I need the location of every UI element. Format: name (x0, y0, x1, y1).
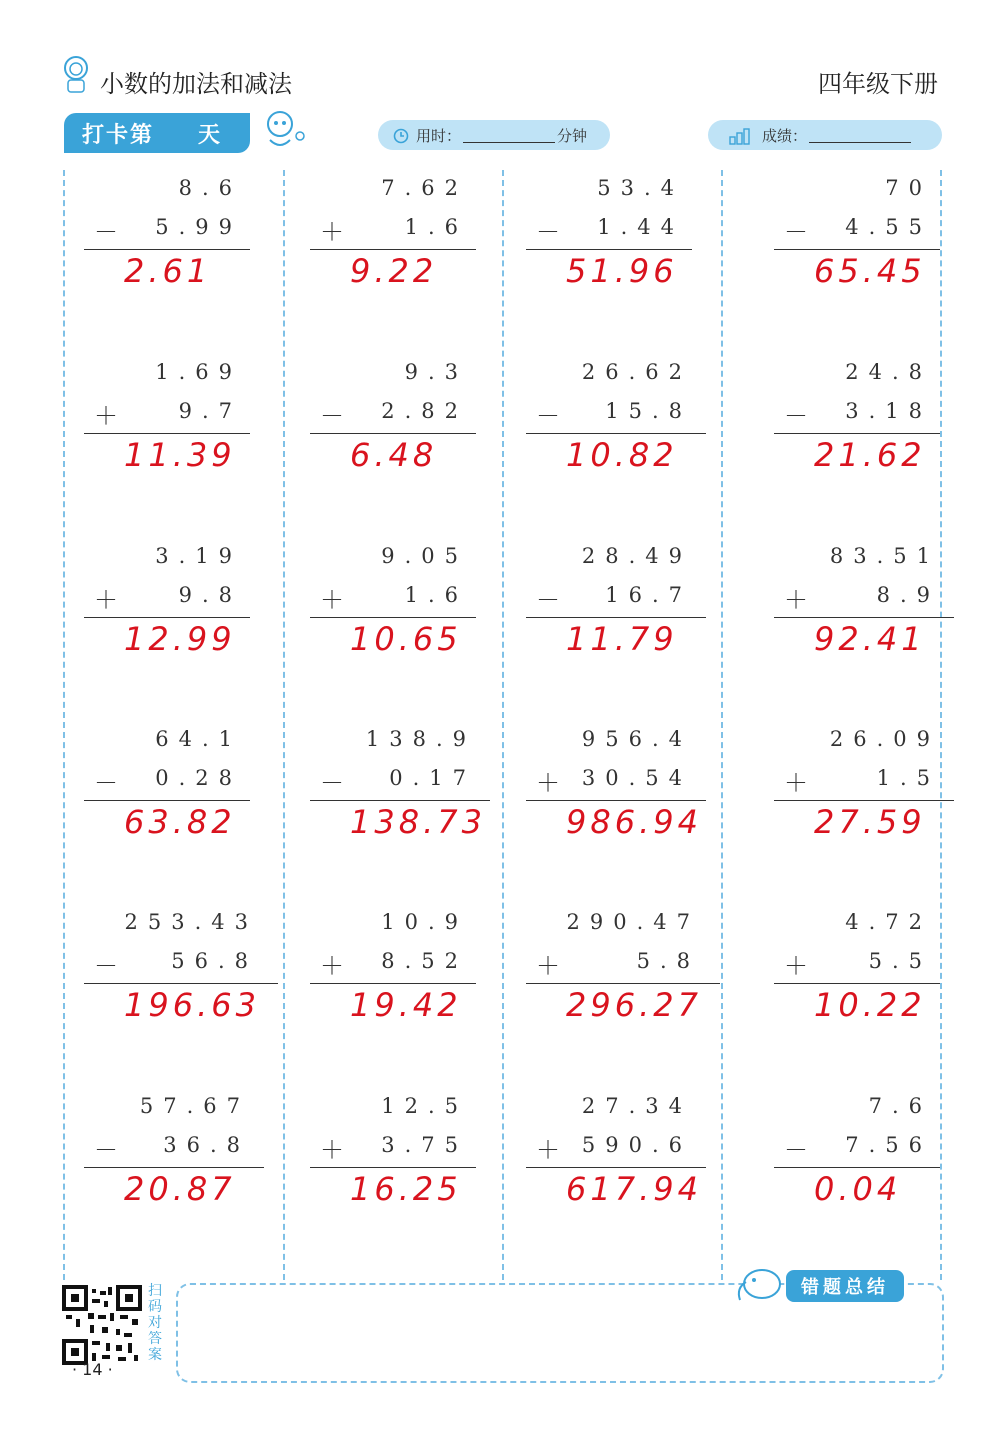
operator: － (94, 952, 118, 980)
operator: ＋ (536, 769, 560, 797)
problem-17 (80, 906, 300, 1090)
time-unit: 分钟 (557, 126, 588, 145)
operand-bottom: 9.7 (178, 399, 242, 423)
problem-6 (306, 356, 526, 540)
sum-line (84, 433, 250, 434)
operand-bottom: 16.7 (605, 583, 692, 607)
problem-20 (770, 906, 990, 1090)
problem-4 (770, 172, 990, 356)
operand-bottom: 1.6 (404, 583, 468, 607)
mistake-summary-label: 错题总结 (786, 1270, 904, 1302)
sum-line (84, 249, 250, 250)
problem-23 (522, 1090, 742, 1274)
sum-line (774, 1167, 940, 1168)
problem-2 (306, 172, 526, 356)
sum-line (84, 983, 278, 984)
handwritten-answer: 296.27 (566, 986, 702, 1024)
handwritten-answer: 10.22 (814, 986, 926, 1024)
operator: － (320, 769, 344, 797)
operand-top: 64.1 (155, 727, 242, 751)
operand-bottom: 56.8 (171, 949, 258, 973)
operand-bottom: 8.52 (381, 949, 468, 973)
operator: － (320, 402, 344, 430)
checkin-day-label: 天 (198, 122, 223, 148)
handwritten-answer: 617.94 (566, 1170, 702, 1208)
operand-top: 26.62 (581, 360, 692, 384)
handwritten-answer: 10.82 (566, 436, 678, 474)
sum-line (310, 617, 476, 618)
operator: ＋ (94, 586, 118, 614)
operand-bottom: 590.6 (581, 1133, 692, 1157)
handwritten-answer: 63.82 (124, 803, 236, 841)
operator: － (784, 218, 808, 246)
sum-line (84, 1167, 264, 1168)
sum-line (310, 433, 476, 434)
operand-bottom: 3.18 (845, 399, 932, 423)
operand-top: 53.4 (597, 176, 684, 200)
operator: ＋ (320, 586, 344, 614)
handwritten-answer: 2.61 (124, 252, 212, 290)
handwritten-answer: 138.73 (350, 803, 486, 841)
handwritten-answer: 21.62 (814, 436, 926, 474)
problem-11 (522, 540, 742, 724)
operator: ＋ (320, 218, 344, 246)
problem-10 (306, 540, 526, 724)
sum-line (526, 983, 720, 984)
problem-9 (80, 540, 300, 724)
handwritten-answer: 986.94 (566, 803, 702, 841)
sum-line (774, 800, 954, 801)
sum-line (310, 800, 490, 801)
operator: ＋ (320, 1136, 344, 1164)
podium-chart-icon (728, 125, 752, 145)
operand-bottom: 2.82 (381, 399, 468, 423)
sum-line (526, 433, 706, 434)
operand-top: 24.8 (845, 360, 932, 384)
operator: ＋ (94, 402, 118, 430)
problem-16 (770, 723, 990, 907)
operator: ＋ (784, 586, 808, 614)
handwritten-answer: 196.63 (124, 986, 260, 1024)
operand-bottom: 1.6 (404, 215, 468, 239)
sum-line (774, 983, 940, 984)
handwritten-answer: 65.45 (814, 252, 926, 290)
operand-top: 8.6 (178, 176, 242, 200)
handwritten-answer: 92.41 (814, 620, 926, 658)
problem-12 (770, 540, 990, 724)
problem-24 (770, 1090, 990, 1274)
operand-top: 9.3 (404, 360, 468, 384)
operand-top: 7.62 (381, 176, 468, 200)
operand-top: 83.51 (829, 544, 940, 568)
handwritten-answer: 11.79 (566, 620, 678, 658)
sum-line (774, 617, 954, 618)
handwritten-answer: 16.25 (350, 1170, 462, 1208)
problem-21 (80, 1090, 300, 1274)
handwritten-answer: 9.22 (350, 252, 438, 290)
problem-1 (80, 172, 300, 356)
sum-line (84, 800, 250, 801)
handwritten-answer: 20.87 (124, 1170, 236, 1208)
operator: － (94, 769, 118, 797)
operand-top: 138.9 (365, 727, 476, 751)
operand-top: 253.43 (124, 910, 258, 934)
time-field[interactable] (378, 120, 610, 150)
operand-top: 10.9 (381, 910, 468, 934)
operator: － (94, 1136, 118, 1164)
operand-bottom: 9.8 (178, 583, 242, 607)
sum-line (310, 249, 476, 250)
operand-bottom: 3.75 (381, 1133, 468, 1157)
operand-top: 4.72 (845, 910, 932, 934)
operand-top: 1.69 (155, 360, 242, 384)
sum-line (526, 1167, 706, 1168)
handwritten-answer: 12.99 (124, 620, 236, 658)
problem-19 (522, 906, 742, 1090)
operator: － (536, 402, 560, 430)
operand-top: 26.09 (829, 727, 940, 751)
sum-line (310, 1167, 476, 1168)
operand-bottom: 4.55 (845, 215, 932, 239)
operand-bottom: 1.44 (597, 215, 684, 239)
operator: ＋ (784, 952, 808, 980)
operand-bottom: 30.54 (581, 766, 692, 790)
operand-bottom: 15.8 (605, 399, 692, 423)
sum-line (84, 617, 250, 618)
operator: ＋ (536, 1136, 560, 1164)
problem-15 (522, 723, 742, 907)
operand-bottom: 5.99 (155, 215, 242, 239)
operand-bottom: 5.5 (868, 949, 932, 973)
column-separator (63, 170, 65, 1280)
problem-8 (770, 356, 990, 540)
sum-line (526, 800, 706, 801)
sum-line (774, 249, 940, 250)
operator: ＋ (784, 769, 808, 797)
handwritten-answer: 10.65 (350, 620, 462, 658)
operand-bottom: 0.28 (155, 766, 242, 790)
operand-top: 12.5 (381, 1094, 468, 1118)
problem-13 (80, 723, 300, 907)
page-number: · 14 · (72, 1360, 113, 1379)
score-label: 成绩： (762, 126, 808, 145)
operator: － (784, 1136, 808, 1164)
operator: ＋ (536, 952, 560, 980)
operand-bottom: 1.5 (876, 766, 940, 790)
operator: － (536, 218, 560, 246)
handwritten-answer: 11.39 (124, 436, 236, 474)
problem-7 (522, 356, 742, 540)
sum-line (526, 617, 706, 618)
checkin-tab (64, 113, 250, 153)
handwritten-answer: 27.59 (814, 803, 926, 841)
handwritten-answer: 6.48 (350, 436, 438, 474)
problem-18 (306, 906, 526, 1090)
operand-top: 956.4 (581, 727, 692, 751)
robot-mascot-icon (256, 106, 308, 158)
problem-5 (80, 356, 300, 540)
operand-top: 28.49 (581, 544, 692, 568)
time-blank[interactable] (463, 128, 555, 143)
operand-top: 70 (885, 176, 932, 200)
time-label: 用时： (416, 126, 462, 145)
operand-top: 3.19 (155, 544, 242, 568)
sum-line (526, 249, 692, 250)
handwritten-answer: 51.96 (566, 252, 678, 290)
sum-line (310, 983, 476, 984)
lion-mascot-icon (58, 54, 94, 94)
handwritten-answer: 0.04 (814, 1170, 902, 1208)
problem-22 (306, 1090, 526, 1274)
operator: － (94, 218, 118, 246)
operator: ＋ (320, 952, 344, 980)
operand-top: 27.34 (581, 1094, 692, 1118)
score-blank[interactable] (809, 128, 911, 143)
operand-bottom: 0.17 (389, 766, 476, 790)
operand-bottom: 7.56 (845, 1133, 932, 1157)
grade-label: 四年级下册 (818, 70, 938, 98)
operand-bottom: 5.8 (636, 949, 700, 973)
elephant-mascot-icon (732, 1262, 788, 1304)
page-title: 小数的加法和减法 (100, 70, 292, 98)
operand-top: 57.67 (139, 1094, 250, 1118)
sum-line (774, 433, 940, 434)
qr-caption: 扫码对答案 (148, 1283, 162, 1363)
operand-bottom: 36.8 (163, 1133, 250, 1157)
problem-3 (522, 172, 742, 356)
operator: － (536, 586, 560, 614)
operand-top: 9.05 (381, 544, 468, 568)
handwritten-answer: 19.42 (350, 986, 462, 1024)
problem-14 (306, 723, 526, 907)
score-field[interactable] (708, 120, 942, 150)
operand-top: 7.6 (868, 1094, 932, 1118)
checkin-label: 打卡第 (82, 122, 155, 148)
operand-bottom: 8.9 (876, 583, 940, 607)
alarm-clock-icon (392, 126, 410, 144)
operator: － (784, 402, 808, 430)
operand-top: 290.47 (566, 910, 700, 934)
qr-code[interactable] (62, 1285, 142, 1365)
